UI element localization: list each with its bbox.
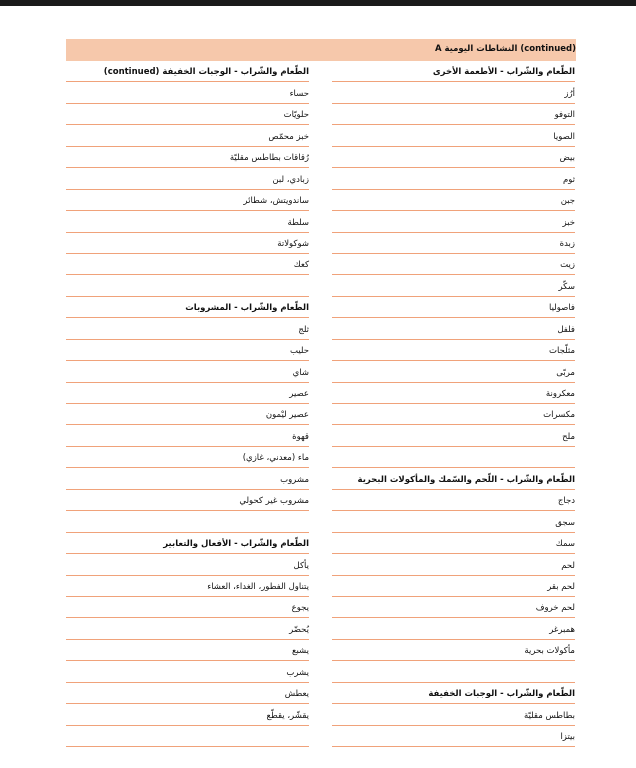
vocabulary-term: زبادي، لبن [272,174,309,185]
category-heading: الطّعام والشّراب - الوجبات الخفيفة [428,689,575,700]
category-heading: الطّعام والشّراب - اللّحم والسّمك والمأكولات البحرية [357,474,575,485]
vocabulary-row [332,297,575,318]
vocabulary-term: سمك [555,539,575,550]
vocabulary-term: عصير [289,389,309,399]
vocabulary-term: يقشّر، يقطّع [266,710,309,721]
vocabulary-term: بطاطس مقليّة [523,710,575,721]
vocabulary-row [66,168,309,189]
category-heading-row [332,683,575,704]
vocabulary-row [332,533,575,554]
vocabulary-term: ثلج [298,324,309,335]
vocabulary-row [332,82,575,103]
vocabulary-row [332,576,575,597]
vocabulary-term: مكسرات [543,410,575,421]
vocabulary-row [66,361,309,382]
vocabulary-term: أرُز [564,88,575,99]
vocabulary-row [332,661,575,682]
vocabulary-term: فاصوليا [548,303,575,314]
vocabulary-row [66,447,309,468]
vocabulary-term: سكّر [558,281,575,292]
vocabulary-row [332,254,575,275]
vocabulary-term: زبدة [559,238,575,249]
vocabulary-row [66,383,309,404]
vocabulary-term: مربّى [556,367,575,378]
vocabulary-row [66,82,309,103]
vocabulary-row [332,618,575,639]
vocabulary-row [66,511,309,532]
vocabulary-row [332,511,575,532]
vocabulary-row [332,383,575,404]
vocabulary-term: ماء (معدني، غازي) [242,453,309,464]
category-heading-row [332,468,575,489]
vocabulary-row [332,147,575,168]
vocabulary-term: مثلّجات [548,346,575,357]
vocabulary-row [66,147,309,168]
vocabulary-row [332,275,575,296]
category-heading: الطّعام والشّراب - الأفعال والتعابير [163,539,309,550]
vocabulary-row [66,125,309,146]
vocabulary-term: يُحضّر [289,624,309,635]
vocabulary-term: خبز محمّص [268,131,309,142]
vocabulary-row [66,683,309,704]
vocabulary-term: حليب [290,346,309,357]
vocabulary-row [332,425,575,446]
vocabulary-row [66,318,309,339]
vocabulary-term: بيتزا [560,732,575,742]
category-heading-row [66,297,309,318]
vocabulary-row [66,726,309,747]
vocabulary-row [66,490,309,511]
vocabulary-term: ساندويتش، شطائر [243,196,309,207]
vocabulary-row [332,190,575,211]
vocabulary-term: سلطة [287,217,309,228]
vocabulary-term: مأكولات بحرية [524,646,575,657]
vocabulary-row [332,168,575,189]
vocabulary-row [332,104,575,125]
vocabulary-row [332,361,575,382]
vocabulary-term: شوكولاتة [277,238,309,249]
vocabulary-term: يأكل [293,560,309,571]
vocabulary-row [332,125,575,146]
vocabulary-term: لحم بقر [547,581,575,592]
vocabulary-term: جبن [560,196,575,207]
vocabulary-term: كعك [293,260,309,271]
vocabulary-row [332,640,575,661]
category-heading-row [332,61,575,82]
vocabulary-term: ملح [562,431,575,442]
vocabulary-term: لحم خروف [535,603,575,614]
vocabulary-row [66,661,309,682]
category-heading-row [66,61,309,82]
vocabulary-row [66,468,309,489]
vocabulary-term: يجوع [291,603,309,614]
vocabulary-term: سجق [555,517,575,528]
vocabulary-term: يشبع [291,646,309,657]
vocabulary-term: يعطش [284,689,309,700]
category-heading: الطّعام والشّراب - المشروبات [185,303,309,314]
vocabulary-row [332,233,575,254]
vocabulary-row [66,211,309,232]
vocabulary-term: لحم [561,560,575,571]
vocabulary-term: دجاج [557,496,575,507]
category-heading: الطّعام والشّراب - الوجبات الخفيفة (continued) [103,67,309,78]
vocabulary-term: شاي [292,367,309,378]
vocabulary-row [66,404,309,425]
vocabulary-term: عصير ليْمون [265,410,309,421]
vocabulary-term: مشروب غير كحولي [239,496,309,507]
vocabulary-row [66,425,309,446]
vocabulary-row [332,447,575,468]
vocabulary-row [332,554,575,575]
vocabulary-column-left [66,61,309,747]
vocabulary-row [66,597,309,618]
vocabulary-row [332,704,575,725]
vocabulary-row [66,340,309,361]
vocabulary-row [66,554,309,575]
vocabulary-row [66,618,309,639]
vocabulary-term: رُقاقات بطاطس مقليّة [229,153,309,164]
vocabulary-row [66,640,309,661]
vocabulary-row [66,190,309,211]
vocabulary-row [332,211,575,232]
vocabulary-row [66,704,309,725]
vocabulary-column-right [332,61,575,747]
vocabulary-term: الصويا [553,131,575,142]
vocabulary-row [332,726,575,747]
vocabulary-term: زيت [560,260,575,271]
vocabulary-term: التوفو [554,110,575,121]
vocabulary-row [332,404,575,425]
vocabulary-row [66,576,309,597]
vocabulary-term: يشرب [286,667,309,678]
vocabulary-term: فلفل [557,324,575,335]
vocabulary-row [332,490,575,511]
vocabulary-term: همبرغر [549,624,575,635]
vocabulary-term: قهوة [292,431,309,442]
vocabulary-row [332,340,575,361]
vocabulary-row [66,254,309,275]
vocabulary-term: مشروب [280,474,309,485]
vocabulary-row [66,233,309,254]
vocabulary-term: خبز [562,217,575,228]
vocabulary-row [66,104,309,125]
category-heading-row [66,533,309,554]
vocabulary-term: حلويّات [283,110,309,121]
category-heading: الطّعام والشّراب - الأطعمة الأخرى [432,67,575,78]
vocabulary-term: ثوم [562,174,575,185]
section-header [66,39,576,61]
vocabulary-term: بيض [559,153,575,164]
vocabulary-row [332,318,575,339]
vocabulary-term: يتناول الفطور، الغداء، العشاء [207,581,309,592]
vocabulary-term: حساء [289,88,309,99]
vocabulary-row [66,275,309,296]
vocabulary-term: معكرونة [545,389,575,399]
vocabulary-row [332,597,575,618]
section-title: A النشاطات اليومية (continued) [434,44,576,54]
